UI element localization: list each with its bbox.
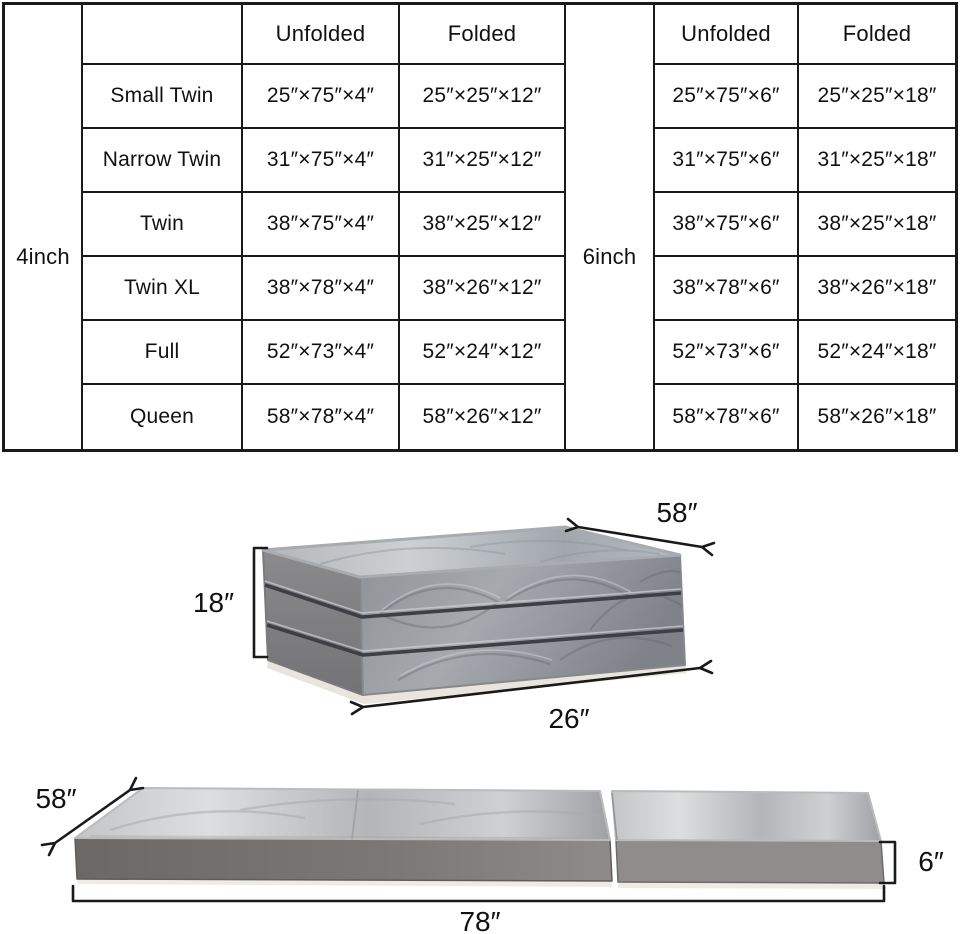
mattress-figures-svg: [0, 452, 960, 934]
dimension-label-unfolded-width: 58″: [35, 783, 77, 814]
dimension-cell: 31″×75″×4″: [243, 129, 400, 193]
header-folded-6inch: Folded: [799, 5, 955, 65]
unfolded-length-dimension: [73, 886, 884, 934]
dimension-cell: 58″×26″×18″: [817, 405, 937, 428]
dimension-cell: 58″×78″×4″: [243, 385, 400, 449]
dimension-label-folded-length: 58″: [656, 497, 698, 528]
dimension-cell: 52″×73″×6″: [655, 321, 799, 385]
dimension-label-unfolded-length: 78″: [459, 906, 501, 934]
dimension-cell: 52″×73″×4″: [243, 321, 400, 385]
unfolded-thickness-dimension: [880, 842, 944, 883]
mattress-top-face: [612, 791, 881, 841]
dimension-cell: 58″×26″×12″: [400, 385, 566, 449]
dimension-label-folded-height: 18″: [192, 587, 234, 618]
mattress-front-face: [616, 840, 884, 883]
dimension-cell: 38″×78″×4″: [243, 257, 400, 321]
dimension-label-unfolded-thickness: 6″: [918, 846, 944, 877]
size-cell: Small Twin: [83, 65, 243, 129]
figure-area: [0, 452, 960, 934]
dimension-cell: 52″×24″×12″: [400, 321, 566, 385]
dimension-cell: 38″×26″×18″: [799, 257, 955, 321]
size-cell: Narrow Twin: [83, 129, 243, 193]
folded-height-dimension: [193, 548, 267, 657]
dimension-cell: 38″×75″×6″: [655, 193, 799, 257]
dimension-cell: 25″×25″×18″: [799, 65, 955, 129]
header-unfolded-4inch: Unfolded: [243, 5, 400, 65]
header-unfolded-6inch: Unfolded: [655, 5, 799, 65]
dimension-cell: 38″×26″×12″: [400, 257, 566, 321]
section-label-6inch: 6inch: [566, 5, 655, 449]
dimension-cell: 38″×25″×12″: [400, 193, 566, 257]
dimension-cell: 38″×78″×6″: [655, 257, 799, 321]
dimension-cell: 52″×24″×18″: [799, 321, 955, 385]
dimension-label-folded-depth: 26″: [548, 703, 590, 734]
dimension-cell: 58″×78″×6″: [655, 385, 799, 449]
size-cell: Queen: [83, 385, 243, 449]
size-cell: Twin: [83, 193, 243, 257]
mattress-front-face: [75, 838, 612, 881]
section-label-4inch: 4inch: [5, 5, 83, 449]
dimension-cell: 38″×75″×4″: [243, 193, 400, 257]
unfolded-mattress-figure: [35, 778, 943, 934]
folded-mattress-figure: [193, 497, 714, 734]
dimension-cell: 31″×25″×12″: [400, 129, 566, 193]
size-cell: Full: [83, 321, 243, 385]
dimension-cell: 25″×75″×6″: [655, 65, 799, 129]
dimension-cell: 25″×25″×12″: [400, 65, 566, 129]
dimension-cell: 25″×75″×4″: [243, 65, 400, 129]
dimension-cell: 31″×75″×6″: [655, 129, 799, 193]
size-table: [2, 2, 958, 452]
header-folded-4inch: Folded: [400, 5, 566, 65]
size-cell: Twin XL: [83, 257, 243, 321]
dimension-cell: 31″×25″×18″: [799, 129, 955, 193]
mattress-top-face: [75, 788, 610, 840]
dimension-cell: 38″×25″×18″: [799, 193, 955, 257]
header-empty: [83, 5, 243, 65]
